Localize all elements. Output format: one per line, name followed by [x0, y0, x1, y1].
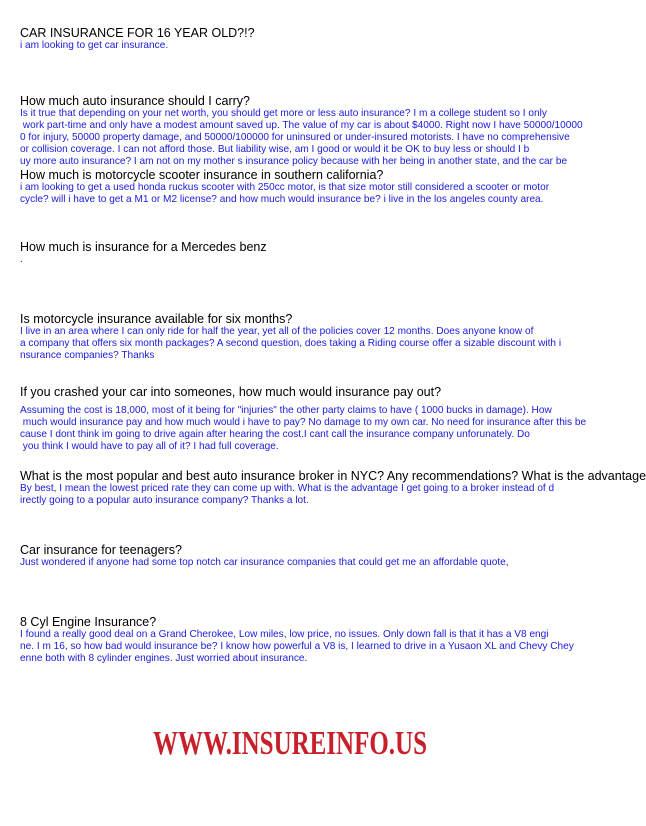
- question-heading: 8 Cyl Engine Insurance?: [20, 615, 157, 629]
- answer-text: I live in an area where I can only ride for half the year, yet all of the policies cover 12 months. Does anyone know of a company that offers six month packages? A second question, does taking a Riding course offer a sizable discount with i nsurance companies? Thanks: [20, 326, 562, 362]
- insureinfo-logo: [140, 710, 440, 770]
- question-heading: How much is motorcycle scooter insurance in southern california?: [20, 168, 384, 182]
- question-heading: Car insurance for teenagers?: [20, 543, 182, 557]
- answer-text: I found a really good deal on a Grand Cherokee, Low miles, low price, no issues. Only down fall is that it has a V8 engi ne. I m 16, so how bad would insurance be? I know how powerful a V8 is, I learned to drive in a Yusaon XL and Chevy Chey enne both with 8 cylinder engines. Just worried about insurance.: [20, 629, 574, 665]
- question-heading: What is the most popular and best auto insurance broker in NYC? Any recommendations? What is the advantage: [20, 469, 646, 483]
- answer-text: .: [20, 254, 23, 265]
- logo-text: WWW.INSUREINFO.US: [153, 725, 427, 762]
- answer-text: i am looking to get a used honda ruckus scooter with 250cc motor, is that size motor still considered a scooter or motor cycle? will i have to get a M1 or M2 license? and how much would insurance be? i live in the los angeles county area.: [20, 182, 550, 206]
- answer-text: Is it true that depending on your net worth, you should get more or less auto insurance? I m a college student so I only work part-time and only have a modest amount saved up. The value of my car is about $4000. Right now I have 50000/10000 0 for injury, 50000 property damage, and 50000/100000 for uninsured or under-insured motorists. I have no comprehensive or collision coverage. I can not afford those. But liability wise, am I good or would it be OK to buy less or should I b uy more auto insurance? I am not on my mother s insurance policy because with her being in another state, and the car be: [20, 108, 583, 168]
- question-heading: If you crashed your car into someones, how much would insurance pay out?: [20, 385, 442, 399]
- question-heading: Is motorcycle insurance available for six months?: [20, 312, 293, 326]
- question-heading: How much is insurance for a Mercedes benz: [20, 240, 267, 254]
- question-heading: CAR INSURANCE FOR 16 YEAR OLD?!?: [20, 26, 255, 40]
- answer-text: Just wondered if anyone had some top notch car insurance companies that could get me an affordable quote,: [20, 557, 509, 568]
- answer-text: i am looking to get car insurance.: [20, 40, 169, 51]
- answer-text: By best, I mean the lowest priced rate they can come up with. What is the advantage I get going to a broker instead of d irectly going to a popular auto insurance company? Thanks a lot.: [20, 483, 555, 507]
- question-heading: How much auto insurance should I carry?: [20, 94, 250, 108]
- answer-text: Assuming the cost is 18,000, most of it being for "injuries" the other party claims to have ( 1000 bucks in damage). How much would insurance pay and how much would i have to pay? No damage to my own car. No need for insurance after this be cause I dont think im going to drive again after hearing the cost.I cant call the insurance company unforunately. Do you think I would have to pay all of it? I had full coverage.: [20, 405, 587, 453]
